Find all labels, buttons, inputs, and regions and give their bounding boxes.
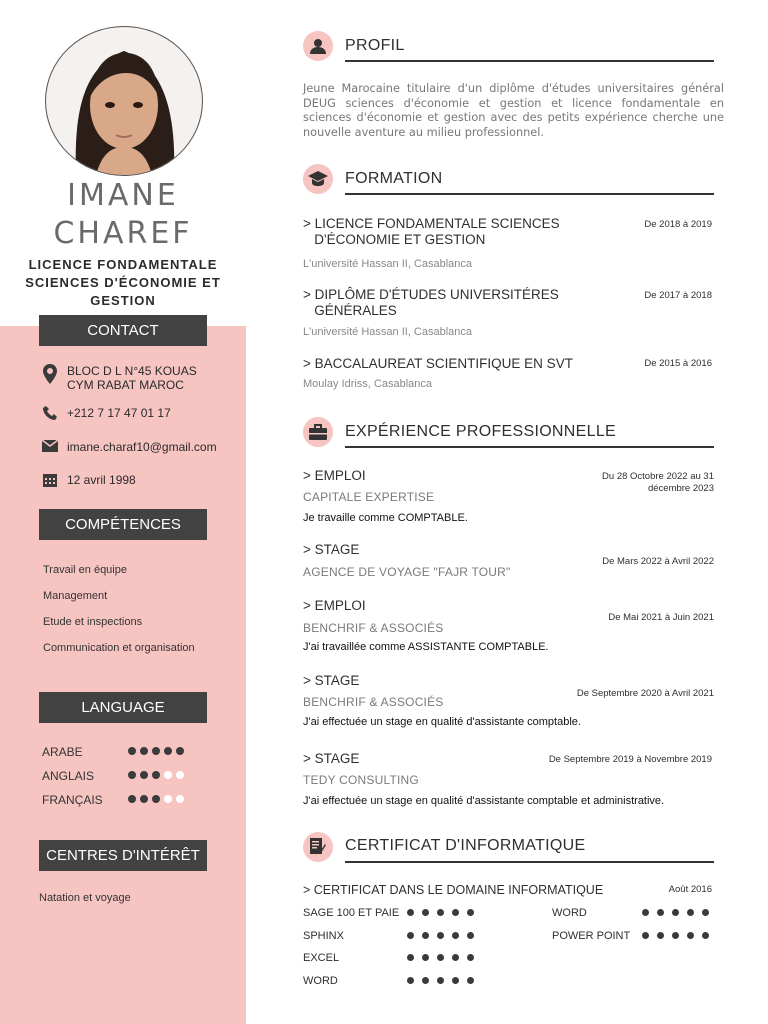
certificate-date: Août 2016: [668, 884, 712, 895]
rating-dot: [672, 909, 679, 916]
person-icon: [303, 31, 333, 61]
rating-dot: [437, 909, 444, 916]
experience-type: > STAGE: [303, 751, 360, 766]
experience-company: AGENCE DE VOYAGE "FAJR TOUR": [303, 565, 511, 579]
rating-dot: [128, 771, 136, 779]
email-address[interactable]: imane.charaf10@gmail.com: [67, 440, 217, 454]
rating-dot: [407, 954, 414, 961]
first-name: IMANE: [67, 178, 179, 213]
rating-dot: [407, 932, 414, 939]
rating-dot: [152, 771, 160, 779]
skill-item: Communication et organisation: [43, 642, 195, 654]
address-line1: BLOC D L N°45 KOUAS: [67, 364, 197, 378]
last-name: CHAREF: [53, 216, 193, 251]
divider: [345, 60, 714, 62]
rating-dot: [467, 932, 474, 939]
rating-dot: [642, 909, 649, 916]
language-name: ANGLAIS: [42, 769, 95, 783]
formation-school: Moulay Idriss, Casablanca: [303, 378, 433, 390]
skill-item: Etude et inspections: [43, 616, 143, 628]
rating-dot: [687, 909, 694, 916]
email: [40, 440, 217, 454]
location-pin-icon: [40, 364, 60, 384]
rating-dot: [672, 932, 679, 939]
rating-dot: [452, 909, 459, 916]
language-level: [128, 795, 184, 803]
profile-heading: PROFIL: [345, 37, 405, 54]
formation-title: > DIPLÔME D'ÉTUDES UNIVERSITÉRES GÉNÉRALES: [303, 287, 559, 318]
experience-company: BENCHRIF & ASSOCIÉS: [303, 621, 444, 635]
rating-dot: [164, 795, 172, 803]
rating-dot: [407, 977, 414, 984]
language-level: [128, 771, 184, 779]
experience-desc: J'ai effectuée un stage en qualité d'assistante comptable et administrative.: [303, 795, 665, 807]
rating-dot: [657, 932, 664, 939]
rating-dot: [164, 771, 172, 779]
rating-dot: [128, 747, 136, 755]
birthdate-text: 12 avril 1998: [67, 473, 136, 487]
divider: [345, 446, 714, 448]
rating-dot: [702, 932, 709, 939]
rating-dot: [140, 771, 148, 779]
certificate-skill: SPHINX: [303, 929, 344, 942]
experience-desc: J'ai effectuée un stage en qualité d'assistante comptable.: [303, 716, 581, 728]
rating-dot: [422, 977, 429, 984]
skill-item: Management: [43, 590, 108, 602]
certificate-heading: CERTIFICAT D'INFORMATIQUE: [345, 837, 586, 854]
rating-dot: [467, 977, 474, 984]
rating-dot: [702, 909, 709, 916]
rating-dot: [452, 932, 459, 939]
certificate-skill: EXCEL: [303, 952, 340, 964]
rating-dot: [452, 977, 459, 984]
language-level: [128, 747, 184, 755]
skill-level: [407, 977, 474, 984]
language-name: ARABE: [42, 745, 83, 759]
interests-text: Natation et voyage: [39, 892, 131, 904]
skills-heading: COMPÉTENCES: [39, 509, 207, 540]
rating-dot: [176, 795, 184, 803]
rating-dot: [422, 954, 429, 961]
phone-icon: [40, 406, 60, 420]
formation-title: > LICENCE FONDAMENTALE SCIENCES D'ÉCONOMIE ET GESTION: [303, 216, 560, 247]
rating-dot: [140, 795, 148, 803]
rating-dot: [422, 909, 429, 916]
experience-date: De Mars 2022 à Avril 2022: [602, 556, 714, 567]
address: [40, 364, 197, 392]
address-line2: CYM RABAT MAROC: [67, 378, 184, 392]
experience-date: De Septembre 2019 à Novembre 2019: [548, 754, 712, 765]
experience-heading: EXPÉRIENCE PROFESSIONNELLE: [345, 423, 616, 440]
language-heading: LANGUAGE: [39, 692, 207, 723]
divider: [345, 861, 714, 863]
formation-heading: FORMATION: [345, 170, 443, 187]
certificate-title: > CERTIFICAT DANS LE DOMAINE INFORMATIQUE: [303, 883, 604, 897]
phone-number: +212 7 17 47 01 17: [67, 406, 171, 420]
skill-level: [642, 932, 709, 939]
experience-company: BENCHRIF & ASSOCIÉS: [303, 695, 444, 709]
sidebar-panel: [0, 326, 246, 1024]
rating-dot: [467, 954, 474, 961]
rating-dot: [437, 954, 444, 961]
formation-school: L'université Hassan II, Casablanca: [303, 258, 473, 270]
profile-text: Jeune Marocaine titulaire d'un diplôme d'études universitaires général DEUG sciences d'économie et gestion et licence fondamentale en sciences d'économie et gestion avec des petits expérience cherche une nouvelle aventure au milieu professionnel.: [303, 82, 724, 139]
rating-dot: [176, 747, 184, 755]
experience-company: CAPITALE EXPERTISE: [303, 490, 435, 504]
rating-dot: [140, 747, 148, 755]
certificate-icon: [303, 832, 333, 862]
graduation-cap-icon: [303, 164, 333, 194]
experience-date: De Mai 2021 à Juin 2021: [608, 612, 714, 623]
experience-desc: Je travaille comme COMPTABLE.: [303, 512, 468, 524]
calendar-icon: [40, 473, 60, 487]
rating-dot: [687, 932, 694, 939]
skill-level: [407, 954, 474, 961]
rating-dot: [422, 932, 429, 939]
rating-dot: [437, 977, 444, 984]
language-name: FRANÇAIS: [42, 793, 103, 807]
rating-dot: [452, 954, 459, 961]
skill-level: [642, 909, 709, 916]
certificate-skill: POWER POINT: [552, 929, 631, 942]
formation-date: De 2015 à 2016: [644, 358, 712, 369]
rating-dot: [164, 747, 172, 755]
rating-dot: [128, 795, 136, 803]
rating-dot: [176, 771, 184, 779]
formation-school: L'université Hassan II, Casablanca: [303, 326, 473, 338]
certificate-skill: WORD: [303, 974, 338, 987]
experience-type: > EMPLOI: [303, 598, 366, 613]
phone: [40, 406, 171, 420]
certificate-skill: SAGE 100 ET PAIE: [303, 907, 400, 919]
rating-dot: [407, 909, 414, 916]
experience-desc: J'ai travaillée comme ASSISTANTE COMPTABLE.: [303, 641, 549, 653]
rating-dot: [657, 909, 664, 916]
profile-photo: [45, 26, 203, 176]
experience-company: TEDY CONSULTING: [303, 773, 419, 787]
formation-date: De 2018 à 2019: [644, 219, 712, 230]
contact-heading: CONTACT: [39, 315, 207, 346]
skill-item: Travail en équipe: [43, 564, 127, 576]
experience-type: > EMPLOI: [303, 468, 366, 483]
briefcase-icon: [303, 417, 333, 447]
interests-heading: CENTRES D'INTÉRÊT: [39, 840, 207, 871]
divider: [345, 193, 714, 195]
rating-dot: [152, 795, 160, 803]
formation-date: De 2017 à 2018: [644, 290, 712, 301]
birthdate: [40, 473, 136, 487]
rating-dot: [437, 932, 444, 939]
mail-icon: [40, 440, 60, 452]
experience-type: > STAGE: [303, 542, 360, 557]
experience-date: Du 28 Octobre 2022 au 31 décembre 2023: [602, 471, 714, 494]
skill-level: [407, 909, 474, 916]
experience-type: > STAGE: [303, 673, 360, 688]
experience-date: De Septembre 2020 à Avril 2021: [576, 688, 714, 699]
certificate-skill: WORD: [552, 907, 587, 919]
formation-title: > BACCALAUREAT SCIENTIFIQUE EN SVT: [303, 356, 573, 371]
rating-dot: [152, 747, 160, 755]
rating-dot: [467, 909, 474, 916]
skill-level: [407, 932, 474, 939]
rating-dot: [642, 932, 649, 939]
job-title: LICENCE FONDAMENTALE SCIENCES D'ÉCONOMIE ET GESTION: [25, 257, 221, 308]
